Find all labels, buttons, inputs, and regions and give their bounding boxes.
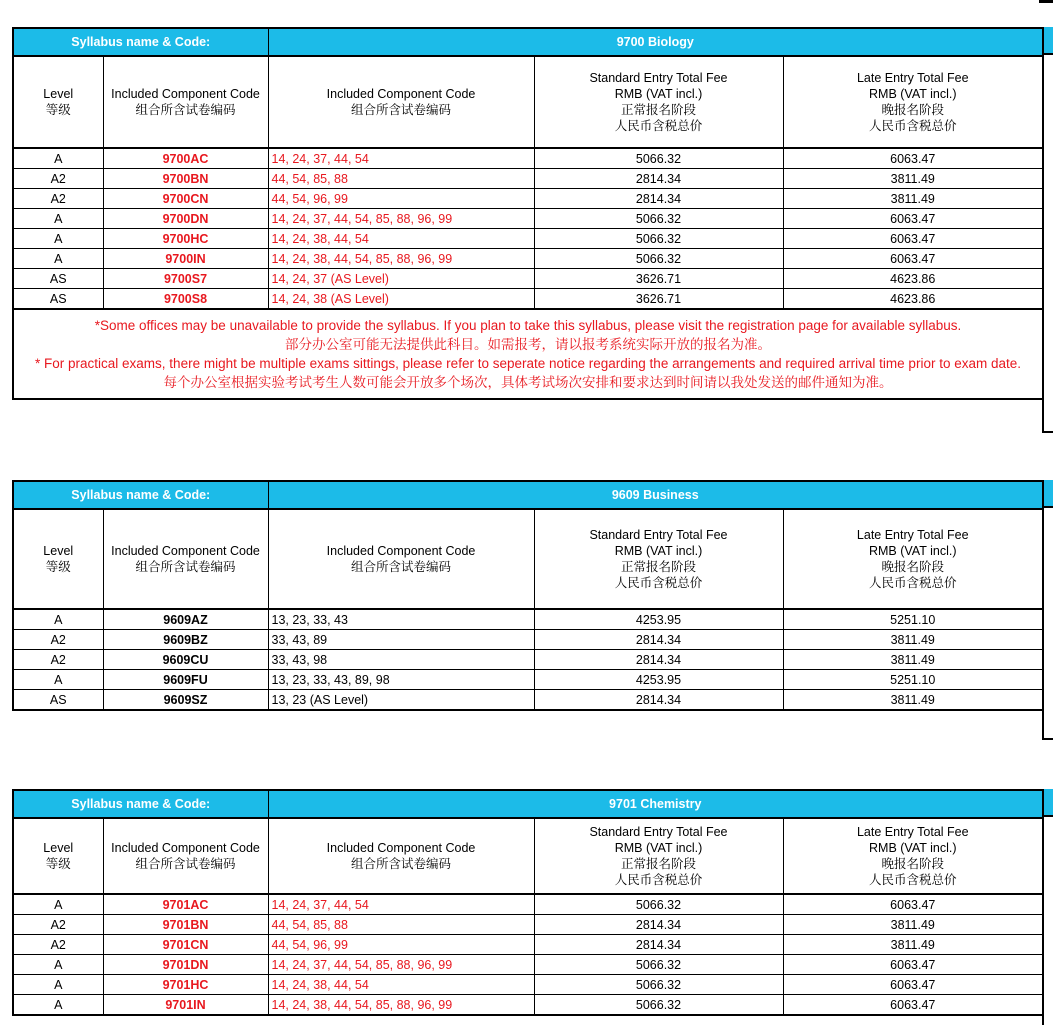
syllabus-title: 9700 Biology — [268, 28, 1043, 56]
column-header-row — [13, 56, 1043, 148]
code-cell: 9609BZ — [103, 630, 268, 650]
components-cell: 14, 24, 38, 44, 54, 85, 88, 96, 99 — [268, 995, 534, 1016]
code-cell: 9700IN — [103, 249, 268, 269]
syllabus-section-business — [12, 480, 1053, 711]
level-cell: A — [13, 975, 103, 995]
header-level: Level 等级 — [13, 509, 103, 609]
table-row — [13, 148, 1043, 169]
header-level: Level 等级 — [13, 56, 103, 148]
header-code: Included Component Code 组合所含试卷编码 — [103, 818, 268, 894]
rows-body — [13, 148, 1043, 309]
code-cell: 9609SZ — [103, 690, 268, 711]
standard-fee-cell: 2814.34 — [534, 690, 783, 711]
components-cell: 44, 54, 85, 88 — [268, 169, 534, 189]
level-cell: AS — [13, 690, 103, 711]
late-fee-cell: 3811.49 — [783, 630, 1043, 650]
code-cell: 9701IN — [103, 995, 268, 1016]
header-standard-fee: Standard Entry Total Fee RMB (VAT incl.) 正常报名阶段 人民币含税总价 — [534, 56, 783, 148]
level-cell: A2 — [13, 935, 103, 955]
code-cell: 9701BN — [103, 915, 268, 935]
table-row — [13, 935, 1043, 955]
components-cell: 44, 54, 96, 99 — [268, 189, 534, 209]
syllabus-label: Syllabus name & Code: — [13, 481, 268, 509]
table-row — [13, 269, 1043, 289]
level-cell: A2 — [13, 650, 103, 670]
title-row — [13, 481, 1043, 509]
adjacent-title-bar — [1044, 789, 1053, 817]
level-cell: A — [13, 229, 103, 249]
table-row — [13, 630, 1043, 650]
late-fee-cell: 6063.47 — [783, 955, 1043, 975]
late-fee-cell: 6063.47 — [783, 249, 1043, 269]
adjacent-sheet-strip — [1042, 789, 1053, 1025]
table-row — [13, 894, 1043, 915]
title-row — [13, 790, 1043, 818]
components-cell: 33, 43, 89 — [268, 630, 534, 650]
table-row — [13, 229, 1043, 249]
header-level: Level 等级 — [13, 818, 103, 894]
header-standard-fee: Standard Entry Total Fee RMB (VAT incl.) 正常报名阶段 人民币含税总价 — [534, 818, 783, 894]
standard-fee-cell: 5066.32 — [534, 975, 783, 995]
table-row — [13, 975, 1043, 995]
level-cell: A2 — [13, 630, 103, 650]
standard-fee-cell: 5066.32 — [534, 894, 783, 915]
standard-fee-cell: 5066.32 — [534, 209, 783, 229]
level-cell: A — [13, 995, 103, 1016]
table-row — [13, 189, 1043, 209]
notes-row — [13, 309, 1043, 399]
late-fee-cell: 6063.47 — [783, 995, 1043, 1016]
table-row — [13, 915, 1043, 935]
code-cell: 9700CN — [103, 189, 268, 209]
table-row — [13, 670, 1043, 690]
late-fee-cell: 5251.10 — [783, 609, 1043, 630]
late-fee-cell: 3811.49 — [783, 189, 1043, 209]
adjacent-sheet-strip — [1042, 27, 1053, 433]
level-cell: A — [13, 209, 103, 229]
code-cell: 9700HC — [103, 229, 268, 249]
standard-fee-cell: 5066.32 — [534, 955, 783, 975]
level-cell: A — [13, 670, 103, 690]
corner-mark — [1039, 0, 1053, 3]
note-practical-zh: 每个办公室根据实验考试考生人数可能会开放多个场次，具体考试场次安排和要求达到时间请以我处发送的邮件通知为准。 — [163, 375, 893, 390]
level-cell: A — [13, 609, 103, 630]
late-fee-cell: 6063.47 — [783, 229, 1043, 249]
components-cell: 14, 24, 38, 44, 54 — [268, 229, 534, 249]
syllabus-title: 9609 Business — [268, 481, 1043, 509]
level-cell: A — [13, 148, 103, 169]
header-late-fee: Late Entry Total Fee RMB (VAT incl.) 晚报名阶段 人民币含税总价 — [783, 509, 1043, 609]
standard-fee-cell: 2814.34 — [534, 169, 783, 189]
level-cell: A — [13, 894, 103, 915]
components-cell: 14, 24, 38, 44, 54, 85, 88, 96, 99 — [268, 249, 534, 269]
note-availability-en: *Some offices may be unavailable to provide the syllabus. If you plan to take this syllabus, please visit the registration page for available syllabus. — [94, 318, 962, 333]
late-fee-cell: 4623.86 — [783, 289, 1043, 310]
standard-fee-cell: 2814.34 — [534, 915, 783, 935]
components-cell: 13, 23, 33, 43 — [268, 609, 534, 630]
code-cell: 9701HC — [103, 975, 268, 995]
standard-fee-cell: 5066.32 — [534, 229, 783, 249]
rows-body — [13, 609, 1043, 710]
level-cell: A2 — [13, 169, 103, 189]
fee-table — [12, 27, 1044, 400]
table-row — [13, 650, 1043, 670]
components-cell: 14, 24, 37, 44, 54 — [268, 148, 534, 169]
level-cell: A2 — [13, 915, 103, 935]
standard-fee-cell: 2814.34 — [534, 650, 783, 670]
note-availability-zh: 部分办公室可能无法提供此科目。如需报考，请以报考系统实际开放的报名为准。 — [285, 337, 771, 352]
adjacent-sheet-strip — [1042, 480, 1053, 740]
header-code: Included Component Code 组合所含试卷编码 — [103, 509, 268, 609]
adjacent-title-bar — [1044, 480, 1053, 508]
standard-fee-cell: 2814.34 — [534, 189, 783, 209]
code-cell: 9700S7 — [103, 269, 268, 289]
column-header-row — [13, 509, 1043, 609]
components-cell: 44, 54, 85, 88 — [268, 915, 534, 935]
code-cell: 9700AC — [103, 148, 268, 169]
level-cell: A — [13, 955, 103, 975]
code-cell: 9701CN — [103, 935, 268, 955]
fee-table — [12, 789, 1044, 1016]
late-fee-cell: 3811.49 — [783, 935, 1043, 955]
table-row — [13, 289, 1043, 310]
components-cell: 33, 43, 98 — [268, 650, 534, 670]
adjacent-title-bar — [1044, 27, 1053, 55]
standard-fee-cell: 3626.71 — [534, 289, 783, 310]
components-cell: 14, 24, 37, 44, 54, 85, 88, 96, 99 — [268, 209, 534, 229]
late-fee-cell: 6063.47 — [783, 975, 1043, 995]
code-cell: 9609FU — [103, 670, 268, 690]
late-fee-cell: 4623.86 — [783, 269, 1043, 289]
late-fee-cell: 6063.47 — [783, 209, 1043, 229]
syllabus-section-chemistry — [12, 789, 1053, 1016]
code-cell: 9700DN — [103, 209, 268, 229]
header-components: Included Component Code 组合所含试卷编码 — [268, 818, 534, 894]
header-components: Included Component Code 组合所含试卷编码 — [268, 509, 534, 609]
late-fee-cell: 5251.10 — [783, 670, 1043, 690]
level-cell: AS — [13, 289, 103, 310]
syllabus-title: 9701 Chemistry — [268, 790, 1043, 818]
components-cell: 14, 24, 38, 44, 54 — [268, 975, 534, 995]
rows-body — [13, 894, 1043, 1015]
components-cell: 13, 23, 33, 43, 89, 98 — [268, 670, 534, 690]
standard-fee-cell: 2814.34 — [534, 935, 783, 955]
header-late-fee: Late Entry Total Fee RMB (VAT incl.) 晚报名阶段 人民币含税总价 — [783, 818, 1043, 894]
code-cell: 9609CU — [103, 650, 268, 670]
late-fee-cell: 6063.47 — [783, 894, 1043, 915]
table-row — [13, 690, 1043, 711]
table-row — [13, 209, 1043, 229]
header-standard-fee: Standard Entry Total Fee RMB (VAT incl.) 正常报名阶段 人民币含税总价 — [534, 509, 783, 609]
column-header-row — [13, 818, 1043, 894]
syllabus-label: Syllabus name & Code: — [13, 28, 268, 56]
notes-cell — [13, 309, 1043, 399]
header-late-fee: Late Entry Total Fee RMB (VAT incl.) 晚报名阶段 人民币含税总价 — [783, 56, 1043, 148]
components-cell: 14, 24, 38 (AS Level) — [268, 289, 534, 310]
level-cell: A2 — [13, 189, 103, 209]
syllabus-section-biology — [12, 27, 1053, 400]
title-row — [13, 28, 1043, 56]
standard-fee-cell: 4253.95 — [534, 609, 783, 630]
code-cell: 9700S8 — [103, 289, 268, 310]
table-row — [13, 169, 1043, 189]
level-cell: AS — [13, 269, 103, 289]
level-cell: A — [13, 249, 103, 269]
header-components: Included Component Code 组合所含试卷编码 — [268, 56, 534, 148]
late-fee-cell: 3811.49 — [783, 650, 1043, 670]
table-row — [13, 995, 1043, 1016]
table-row — [13, 249, 1043, 269]
table-row — [13, 609, 1043, 630]
table-row — [13, 955, 1043, 975]
fee-table — [12, 480, 1044, 711]
standard-fee-cell: 4253.95 — [534, 670, 783, 690]
code-cell: 9609AZ — [103, 609, 268, 630]
syllabus-label: Syllabus name & Code: — [13, 790, 268, 818]
late-fee-cell: 3811.49 — [783, 169, 1043, 189]
note-practical-en: * For practical exams, there might be multiple exams sittings, please refer to seperate notice regarding the arrangements and required arrival time prior to exam date. — [35, 356, 1021, 371]
standard-fee-cell: 5066.32 — [534, 148, 783, 169]
header-code: Included Component Code 组合所含试卷编码 — [103, 56, 268, 148]
code-cell: 9700BN — [103, 169, 268, 189]
standard-fee-cell: 3626.71 — [534, 269, 783, 289]
components-cell: 44, 54, 96, 99 — [268, 935, 534, 955]
components-cell: 14, 24, 37 (AS Level) — [268, 269, 534, 289]
components-cell: 13, 23 (AS Level) — [268, 690, 534, 711]
code-cell: 9701DN — [103, 955, 268, 975]
code-cell: 9701AC — [103, 894, 268, 915]
late-fee-cell: 6063.47 — [783, 148, 1043, 169]
late-fee-cell: 3811.49 — [783, 915, 1043, 935]
components-cell: 14, 24, 37, 44, 54, 85, 88, 96, 99 — [268, 955, 534, 975]
standard-fee-cell: 5066.32 — [534, 995, 783, 1016]
components-cell: 14, 24, 37, 44, 54 — [268, 894, 534, 915]
standard-fee-cell: 5066.32 — [534, 249, 783, 269]
standard-fee-cell: 2814.34 — [534, 630, 783, 650]
late-fee-cell: 3811.49 — [783, 690, 1043, 711]
